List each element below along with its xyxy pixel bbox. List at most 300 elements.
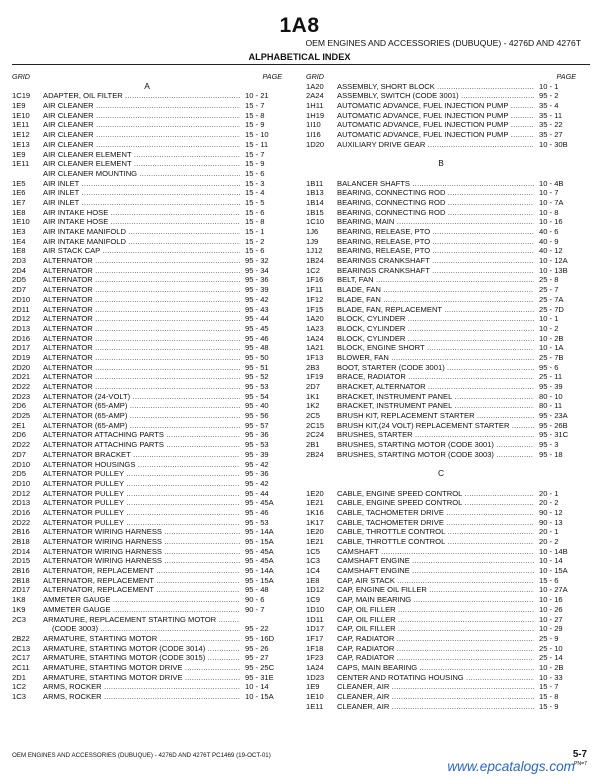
index-entry (12, 188, 282, 198)
page-ref: 10 - 7 (539, 188, 559, 198)
index-entry (12, 227, 282, 237)
grid-ref: 2D21 (12, 372, 31, 382)
page-number: 5-7 (572, 749, 587, 760)
entry-description: AMMETER GAUGE ..... (43, 595, 240, 605)
grid-ref: 1E10 (12, 110, 30, 120)
grid-ref: 1A21 (306, 343, 324, 353)
page-ref: 25 - 7 (539, 285, 559, 295)
grid-ref: 1K17 (306, 517, 324, 527)
page-ref: 15 - 10 (245, 130, 269, 140)
grid-ref: 2C11 (12, 662, 30, 672)
grid-column-label: GRID (12, 72, 30, 81)
page-ref: 15 - 6 (245, 168, 265, 178)
grid-ref: 1C3 (12, 692, 26, 701)
grid-ref: 2D6 (12, 401, 26, 411)
grid-ref: 1F13 (306, 352, 324, 362)
page-column-label: PAGE (262, 72, 282, 81)
grid-ref: 1A20 (306, 81, 324, 91)
entry-description: ALTERNATOR ..... (43, 382, 240, 392)
index-entry (306, 702, 576, 712)
grid-ref: 1K9 (12, 604, 26, 614)
index-entry (306, 392, 576, 402)
entry-description: BEARING, CONNECTING ROD ..... (337, 208, 534, 218)
page-ref: 10 - 4B (539, 178, 564, 188)
page-ref: 10 - 8 (539, 207, 559, 217)
entry-description: AIR INLET ..... (43, 198, 240, 208)
page-ref: 95 - 42 (245, 459, 269, 469)
grid-ref: 1C9 (306, 595, 320, 605)
grid-ref: 1B24 (306, 256, 324, 266)
index-entry (12, 101, 282, 111)
entry-description: ALTERNATOR ..... (43, 295, 240, 305)
index-entry (12, 324, 282, 334)
page-ref: 10 - 15A (245, 692, 274, 701)
page-ref: 10 - 33 (539, 672, 563, 682)
entry-description: CABLE, ENGINE SPEED CONTROL ..... (337, 489, 534, 499)
grid-ref: 2D25 (12, 411, 31, 421)
index-entry (12, 314, 282, 324)
index-entry (306, 266, 576, 276)
grid-ref: 2D15 (12, 556, 31, 566)
entry-description: ALTERNATOR, REPLACEMENT ..... (43, 566, 240, 576)
entry-description: AUTOMATIC ADVANCE, FUEL INJECTION PUMP ..... (337, 111, 534, 121)
entry-description: CABLE, ENGINE SPEED CONTROL ..... (337, 498, 534, 508)
entry-description: AIR INTAKE MANIFOLD ..... (43, 237, 240, 247)
grid-ref: 2D17 (12, 585, 31, 595)
pn-code: PN=7 (573, 761, 587, 767)
entry-description: AIR CLEANER ..... (43, 101, 240, 111)
entry-description: CAMSHAFT ..... (337, 547, 534, 557)
grid-ref: 2D12 (12, 488, 31, 498)
entry-description: BRACKET, ALTERNATOR ..... (337, 382, 534, 392)
entry-description: AIR CLEANER ..... (43, 111, 240, 121)
entry-description: BALANCER SHAFTS ..... (337, 179, 534, 189)
index-entry (306, 411, 576, 421)
page-ref: 95 - 50 (245, 352, 269, 362)
entry-description: ADAPTER, OIL FILTER ..... (43, 91, 240, 101)
page-ref: 15 - 9 (245, 159, 265, 169)
index-entry (12, 217, 282, 227)
grid-ref: 2D22 (12, 382, 31, 391)
entry-description: CAP, AIR STACK ..... (337, 576, 534, 586)
entry-description: ALTERNATOR PULLEY ..... (43, 508, 240, 518)
index-entry (306, 179, 576, 189)
entry-description: BLOCK, CYLINDER ..... (337, 334, 534, 344)
index-entry (12, 527, 282, 537)
index-entry (306, 324, 576, 334)
entry-description: AIR CLEANER ELEMENT ..... (43, 150, 240, 160)
entry-description: ALTERNATOR (65-AMP) ..... (43, 421, 240, 431)
grid-ref: 2D22 (12, 440, 31, 450)
entry-description: AIR CLEANER ..... (43, 120, 240, 130)
entry-description: BRACE, RADIATOR ..... (337, 372, 534, 382)
grid-ref: 1E9 (12, 149, 26, 159)
entry-description: ALTERNATOR ..... (43, 372, 240, 382)
index-entry (306, 91, 576, 101)
page-ref: 15 - 9 (245, 120, 265, 130)
index-entry (306, 430, 576, 440)
index-entry (306, 440, 576, 450)
index-entry (306, 527, 576, 537)
page-ref: 95 - 51 (245, 362, 269, 372)
grid-ref: 1B14 (306, 197, 324, 207)
grid-ref: 1K16 (306, 507, 324, 517)
entry-description: AIR INLET ..... (43, 179, 240, 189)
index-entry (12, 498, 282, 508)
index-entry (12, 566, 282, 576)
page-column-label: PAGE (556, 72, 576, 81)
entry-description: ARMATURE, STARTING MOTOR DRIVE ..... (43, 673, 240, 683)
grid-ref: 1A23 (306, 323, 324, 333)
entry-description: ALTERNATOR PULLEY ..... (43, 489, 240, 499)
page-ref: 10 - 2 (539, 323, 559, 333)
index-entry (12, 644, 282, 654)
grid-ref: 2D10 (12, 294, 31, 304)
index-entry (12, 430, 282, 440)
entry-description: (CODE 3003) ..... (52, 624, 240, 634)
grid-ref: 2D4 (12, 265, 26, 275)
page-ref: 15 - 11 (245, 139, 269, 149)
grid-ref: 2B16 (12, 527, 30, 537)
index-entry (306, 673, 576, 683)
index-entry (306, 547, 576, 557)
grid-ref: 2D3 (12, 256, 26, 266)
grid-ref: 1D23 (306, 672, 325, 682)
grid-ref: 1K8 (12, 595, 26, 605)
grid-ref: 2D10 (12, 478, 31, 488)
entry-description: BRUSHES, STARTING MOTOR (CODE 3001) ..... (337, 440, 534, 450)
entry-description: AMMETER GAUGE ..... (43, 605, 240, 615)
page-ref: 95 - 45A (245, 556, 274, 566)
entry-description: ALTERNATOR WIRING HARNESS ..... (43, 537, 240, 547)
page-ref: 95 - 14A (245, 566, 274, 576)
grid-ref: 2D16 (12, 507, 31, 517)
entry-description: ALTERNATOR BRACKET ..... (43, 450, 240, 460)
entry-description: CAP, MAIN BEARING ..... (337, 595, 534, 605)
grid-ref: 1H19 (306, 110, 325, 120)
index-entry (306, 246, 576, 256)
index-entry (12, 382, 282, 392)
page-ref: 95 - 26 (245, 643, 269, 653)
entry-description: ALTERNATOR WIRING HARNESS ..... (43, 556, 240, 566)
index-entry (306, 508, 576, 518)
entry-description: ALTERNATOR ..... (43, 363, 240, 373)
page-ref: 95 - 53 (245, 382, 269, 391)
grid-ref: 1H11 (306, 101, 324, 111)
index-entry (306, 334, 576, 344)
index-entry (12, 372, 282, 382)
index-entry (12, 556, 282, 566)
index-entry (12, 615, 282, 625)
grid-ref: 2A24 (306, 91, 324, 101)
grid-ref: 2C24 (306, 430, 325, 440)
entry-description: ALTERNATOR WIRING HARNESS ..... (43, 547, 240, 557)
grid-ref: 1D11 (306, 614, 324, 624)
index-entry (12, 682, 282, 692)
spacer (306, 479, 576, 489)
entry-description: ALTERNATOR ATTACHING PARTS ..... (43, 440, 240, 450)
index-entry (12, 91, 282, 101)
entry-description: CAP, ENGINE OIL FILLER ..... (337, 585, 534, 595)
grid-ref: 2D23 (12, 391, 31, 401)
page-ref: 95 - 44 (245, 488, 269, 498)
grid-ref: 2D17 (12, 343, 31, 353)
page-ref: 95 - 46 (245, 333, 269, 343)
grid-ref: 2D12 (12, 314, 31, 324)
page-ref: 95 - 48 (245, 585, 269, 595)
entry-description: ALTERNATOR (65-AMP) ..... (43, 401, 240, 411)
entry-description: BEARING, RELEASE, PTO ..... (337, 237, 534, 247)
grid-ref: 2D19 (12, 352, 31, 362)
page-footer: OEM ENGINES AND ACCESSORIES (DUBUQUE) - 4276D AND 4276T PC1469 (19-OCT-01) (12, 752, 271, 759)
index-entry (12, 595, 282, 605)
grid-ref: 1I10 (306, 120, 321, 130)
entry-description: BRUSHES, STARTER ..... (337, 430, 534, 440)
page-ref: 10 - 14B (539, 546, 568, 556)
page-ref: 35 - 11 (539, 110, 563, 120)
entry-description: ALTERNATOR PULLEY ..... (43, 479, 240, 489)
entry-description: CABLE, THROTTLE CONTROL ..... (337, 537, 534, 547)
page-ref: 15 - 5 (245, 197, 265, 207)
page-ref: 95 - 14A (245, 527, 274, 537)
spacer (306, 169, 576, 179)
grid-ref: 2D16 (12, 333, 31, 343)
grid-ref: 1E20 (306, 488, 324, 498)
page-ref: 10 - 1 (539, 81, 559, 91)
entry-description: BEARING, MAIN ..... (337, 217, 534, 227)
entry-description: ALTERNATOR ..... (43, 314, 240, 324)
grid-ref: 1F19 (306, 372, 324, 382)
grid-ref: 1B11 (306, 178, 324, 188)
grid-ref: 1F12 (306, 294, 324, 304)
page-ref: 95 - 44 (245, 314, 269, 324)
index-entry (12, 159, 282, 169)
index-entry (306, 653, 576, 663)
index-entry (12, 334, 282, 344)
page-ref: 95 - 56 (245, 411, 269, 421)
grid-ref: 2D5 (12, 469, 26, 479)
index-entry (12, 237, 282, 247)
index-entry (12, 576, 282, 586)
entry-description: ARMS, ROCKER ..... (43, 682, 240, 692)
index-entry (306, 237, 576, 247)
page-ref: 25 - 7A (539, 294, 564, 304)
grid-ref: 1E21 (306, 537, 324, 546)
page-ref: 95 - 42 (245, 478, 269, 488)
grid-ref: 1E8 (12, 246, 26, 256)
page-ref: 35 - 27 (539, 130, 563, 140)
page-ref: 10 - 14 (539, 556, 563, 566)
grid-ref: 1E4 (12, 236, 26, 246)
entry-description: CABLE, TACHOMETER DRIVE ..... (337, 508, 534, 518)
page-ref: 95 - 42 (245, 294, 269, 304)
page-ref: 10 - 2B (539, 662, 564, 672)
page-ref: 10 - 16 (539, 595, 563, 605)
index-entry (12, 411, 282, 421)
grid-ref: 2D22 (12, 517, 31, 527)
page-ref: 95 - 25C (245, 662, 275, 672)
index-title: ALPHABETICAL INDEX (248, 52, 351, 62)
page-ref: 90 - 12 (539, 507, 563, 517)
page-ref: 15 - 7 (245, 101, 265, 111)
index-entry (306, 140, 576, 150)
entry-description: CAP, OIL FILLER ..... (337, 615, 534, 625)
index-entry (306, 305, 576, 315)
page-ref: 95 - 57 (245, 420, 269, 430)
index-entry (12, 605, 282, 615)
entry-description: BLOCK, ENGINE SHORT ..... (337, 343, 534, 353)
entry-description: AIR CLEANER ELEMENT ..... (43, 159, 240, 169)
entry-description: BLOCK, CYLINDER ..... (337, 314, 534, 324)
page-ref: 15 - 2 (245, 236, 265, 246)
index-entry (12, 285, 282, 295)
page-ref: 10 - 1 (539, 314, 559, 324)
page-ref: 15 - 7 (539, 682, 559, 692)
entry-description: CAMSHAFT ENGINE ..... (337, 566, 534, 576)
index-entry (12, 692, 282, 702)
watermark: www.epcatalogs.com (447, 759, 575, 774)
page-ref: 35 - 4 (539, 101, 559, 111)
index-entry (12, 421, 282, 431)
index-entry (12, 634, 282, 644)
grid-ref: 1F23 (306, 653, 324, 663)
page-ref: 95 - 52 (245, 372, 269, 382)
entry-description: AIR INTAKE MANIFOLD ..... (43, 227, 240, 237)
grid-ref: 2D14 (12, 546, 31, 556)
page-ref: 15 - 8 (245, 110, 265, 120)
index-entry (306, 101, 576, 111)
index-entry (306, 489, 576, 499)
page-ref: 95 - 53 (245, 440, 269, 450)
entry-description: ASSEMBLY, SWITCH (CODE 3001) ..... (337, 91, 534, 101)
entry-description: BRACKET, INSTRUMENT PANEL ..... (337, 392, 534, 402)
page-ref: 90 - 13 (539, 517, 563, 527)
index-entry (12, 460, 282, 470)
entry-description: CAPS, MAIN BEARING ..... (337, 663, 534, 673)
entry-description: CENTER AND ROTATING HOUSING ..... (337, 673, 534, 683)
entry-description: ASSEMBLY, SHORT BLOCK ..... (337, 82, 534, 92)
index-entry (12, 169, 282, 179)
grid-ref: 1E7 (12, 197, 26, 207)
entry-description: CABLE, TACHOMETER DRIVE ..... (337, 518, 534, 528)
index-entry (12, 343, 282, 353)
entry-description: AIR INLET ..... (43, 188, 240, 198)
grid-ref: 2D7 (306, 382, 320, 391)
page-ref: 95 - 39 (539, 382, 563, 391)
index-entry (306, 498, 576, 508)
page-ref: 10 - 26 (539, 604, 563, 614)
index-entry (306, 227, 576, 237)
page-ref: 10 - 12A (539, 256, 568, 266)
entry-description: AUTOMATIC ADVANCE, FUEL INJECTION PUMP ..... (337, 130, 534, 140)
index-entry (306, 285, 576, 295)
grid-ref: 2C5 (306, 411, 320, 421)
page-ref: 95 - 27 (245, 653, 269, 663)
entry-description: CLEANER, AIR ..... (337, 692, 534, 702)
page-ref: 25 - 7B (539, 352, 564, 362)
index-column-left (12, 72, 282, 702)
index-entry (12, 401, 282, 411)
entry-description: BEARING, CONNECTING ROD ..... (337, 198, 534, 208)
page-ref: 15 - 8 (539, 692, 559, 701)
page-ref: 95 - 16D (245, 633, 275, 643)
grid-ref: 1C4 (306, 566, 320, 576)
index-entry (306, 130, 576, 140)
grid-column-label: GRID (306, 72, 324, 81)
entry-description: ARMATURE, STARTING MOTOR DRIVE ..... (43, 663, 240, 673)
index-entry (12, 653, 282, 663)
page-ref: 40 - 6 (539, 227, 559, 236)
grid-ref: 1C19 (12, 91, 31, 101)
entry-description: ALTERNATOR WIRING HARNESS ..... (43, 527, 240, 537)
entry-description: CAP, RADIATOR ..... (337, 644, 534, 654)
page-ref: 80 - 11 (539, 401, 563, 411)
index-entry (306, 576, 576, 586)
entry-description: ALTERNATOR ..... (43, 266, 240, 276)
grid-ref: 2E1 (12, 420, 26, 430)
page-ref: 10 - 14 (245, 682, 269, 692)
entry-description: ALTERNATOR (24-VOLT) ..... (43, 392, 240, 402)
index-entry (306, 556, 576, 566)
index-entry (12, 489, 282, 499)
grid-ref: 1F11 (306, 285, 323, 295)
grid-ref: 1B13 (306, 188, 324, 198)
index-entry (306, 537, 576, 547)
entry-description: CAP, RADIATOR ..... (337, 634, 534, 644)
index-entry (12, 624, 282, 634)
grid-ref: 1E3 (12, 227, 26, 236)
entry-description: BLADE, FAN, REPLACEMENT ..... (337, 305, 534, 315)
page-ref: 95 - 36 (245, 430, 269, 440)
index-column-right (306, 72, 576, 711)
grid-ref: 1E11 (12, 159, 30, 169)
entry-description: ALTERNATOR ..... (43, 343, 240, 353)
page-ref: 20 - 2 (539, 537, 559, 546)
grid-ref: 1E10 (12, 217, 30, 227)
page-ref: 15 - 6 (539, 575, 559, 585)
index-entry (306, 363, 576, 373)
index-entry (306, 421, 576, 431)
page-ref: 25 - 11 (539, 372, 563, 382)
page-ref: 95 - 22 (245, 624, 269, 634)
page-ref: 90 - 7 (245, 604, 265, 614)
entry-description: BRUSH KIT, REPLACEMENT STARTER ..... (337, 411, 534, 421)
page-ref: 95 - 2 (539, 91, 559, 101)
page-ref: 35 - 22 (539, 120, 563, 130)
page-ref: 10 - 15A (539, 566, 568, 576)
page-ref: 10 - 1A (539, 343, 564, 353)
grid-ref: 1F17 (306, 633, 324, 643)
grid-ref: 1B15 (306, 207, 324, 217)
page-ref: 95 - 3 (539, 440, 559, 450)
entry-description: CABLE, THROTTLE CONTROL ..... (337, 527, 534, 537)
grid-ref: 1J12 (306, 246, 323, 256)
page-ref: 95 - 45A (245, 546, 274, 556)
grid-ref: 1E13 (12, 139, 30, 149)
grid-ref: 1C2 (12, 682, 26, 692)
grid-ref: 1A20 (306, 314, 324, 324)
entry-description: BEARING, CONNECTING ROD ..... (337, 188, 534, 198)
index-entry (12, 663, 282, 673)
grid-ref: 1E8 (12, 207, 26, 217)
page-ref: 95 - 6 (539, 362, 559, 372)
index-entry (306, 624, 576, 634)
entry-description: BLADE, FAN ..... (337, 295, 534, 305)
grid-ref: 2C3 (12, 614, 26, 624)
entry-description: ALTERNATOR, REPLACEMENT ..... (43, 585, 240, 595)
entry-description: CLEANER, AIR ..... (337, 702, 534, 712)
entry-description: CAP, OIL FILLER ..... (337, 605, 534, 615)
